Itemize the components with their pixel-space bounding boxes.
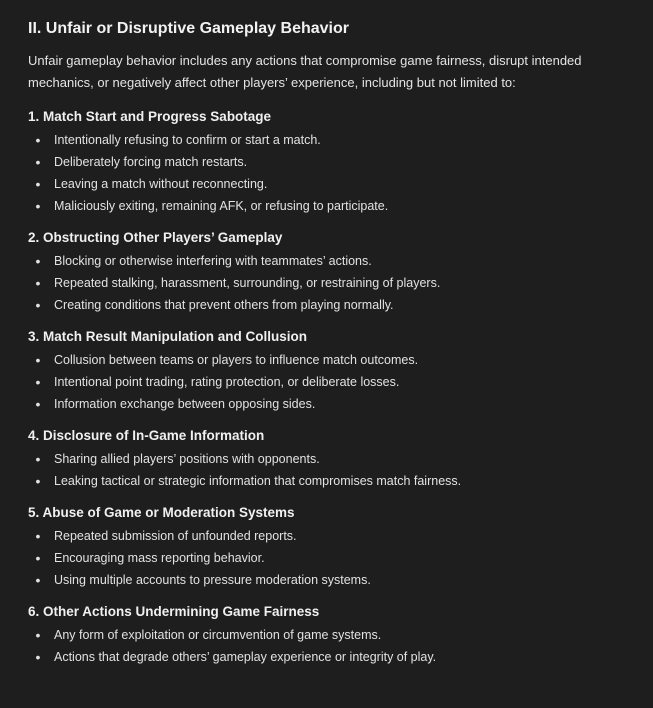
- list-item-text: Repeated stalking, harassment, surrounding, or restraining of players.: [54, 276, 441, 290]
- list-item: [28, 525, 633, 547]
- bullet-icon: •: [35, 275, 41, 291]
- list-item-text: Encouraging mass reporting behavior.: [54, 551, 265, 565]
- document-title: II. Unfair or Disruptive Gameplay Behavior: [28, 20, 349, 37]
- list-item-text: Intentional point trading, rating protection, or deliberate losses.: [54, 375, 400, 389]
- list-item: [28, 195, 633, 217]
- list-item: [28, 250, 633, 272]
- list-item: [28, 151, 633, 173]
- list-item: [28, 547, 633, 569]
- section-heading: 5. Abuse of Game or Moderation Systems: [28, 505, 295, 520]
- list-item: [28, 470, 633, 492]
- list-item: [28, 272, 633, 294]
- list-item-text: Using multiple accounts to pressure moderation systems.: [54, 573, 371, 587]
- bullet-icon: •: [35, 154, 41, 170]
- bullet-icon: •: [35, 649, 41, 665]
- list-item: [28, 129, 633, 151]
- list-item-text: Intentionally refusing to confirm or start a match.: [54, 133, 321, 147]
- bullet-icon: •: [35, 572, 41, 588]
- list-item-text: Collusion between teams or players to influence match outcomes.: [54, 353, 419, 367]
- list-item: [28, 173, 633, 195]
- intro-paragraph: Unfair gameplay behavior includes any actions that compromise game fairness, disrupt intended mechanics, or negatively affect other players’ experience, including but not limited to:: [28, 53, 582, 90]
- list-item: [28, 646, 633, 668]
- section-1: [28, 106, 633, 217]
- bullet-icon: •: [35, 451, 41, 467]
- list-item-text: Blocking or otherwise interfering with teammates’ actions.: [54, 254, 372, 268]
- section-heading: 3. Match Result Manipulation and Collusion: [28, 329, 308, 344]
- list-item: [28, 371, 633, 393]
- list-item-text: Information exchange between opposing sides.: [54, 397, 316, 411]
- list-item: [28, 624, 633, 646]
- list-item-text: Actions that degrade others’ gameplay experience or integrity of play.: [54, 650, 437, 664]
- bullet-list: [28, 525, 633, 591]
- bullet-list: [28, 349, 633, 415]
- list-item-text: Deliberately forcing match restarts.: [54, 155, 248, 169]
- bullet-icon: •: [35, 627, 41, 643]
- bullet-icon: •: [35, 550, 41, 566]
- section-6: [28, 601, 633, 668]
- bullet-icon: •: [35, 132, 41, 148]
- list-item-text: Leaving a match without reconnecting.: [54, 177, 268, 191]
- list-item-text: Any form of exploitation or circumvention of game systems.: [54, 628, 382, 642]
- bullet-icon: •: [35, 528, 41, 544]
- list-item: [28, 294, 633, 316]
- bullet-icon: •: [35, 198, 41, 214]
- section-heading: 4. Disclosure of In-Game Information: [28, 428, 265, 443]
- section-heading: 1. Match Start and Progress Sabotage: [28, 109, 272, 124]
- section-3: [28, 326, 633, 415]
- list-item-text: Creating conditions that prevent others from playing normally.: [54, 298, 394, 312]
- section-5: [28, 502, 633, 591]
- section-heading: 2. Obstructing Other Players’ Gameplay: [28, 230, 283, 245]
- bullet-list: [28, 448, 633, 492]
- bullet-icon: •: [35, 352, 41, 368]
- bullet-list: [28, 129, 633, 217]
- list-item-text: Leaking tactical or strategic information that compromises match fairness.: [54, 474, 462, 488]
- section-4: [28, 425, 633, 492]
- bullet-list: [28, 250, 633, 316]
- bullet-list: [28, 624, 633, 668]
- bullet-icon: •: [35, 473, 41, 489]
- list-item-text: Sharing allied players’ positions with opponents.: [54, 452, 320, 466]
- bullet-icon: •: [35, 297, 41, 313]
- bullet-icon: •: [35, 374, 41, 390]
- list-item-text: Repeated submission of unfounded reports.: [54, 529, 297, 543]
- list-item-text: Maliciously exiting, remaining AFK, or refusing to participate.: [54, 199, 389, 213]
- list-item: [28, 569, 633, 591]
- list-item: [28, 448, 633, 470]
- bullet-icon: •: [35, 253, 41, 269]
- list-item: [28, 349, 633, 371]
- section-heading: 6. Other Actions Undermining Game Fairness: [28, 604, 320, 619]
- section-2: [28, 227, 633, 316]
- bullet-icon: •: [35, 176, 41, 192]
- sections-container: [28, 106, 633, 668]
- list-item: [28, 393, 633, 415]
- bullet-icon: •: [35, 396, 41, 412]
